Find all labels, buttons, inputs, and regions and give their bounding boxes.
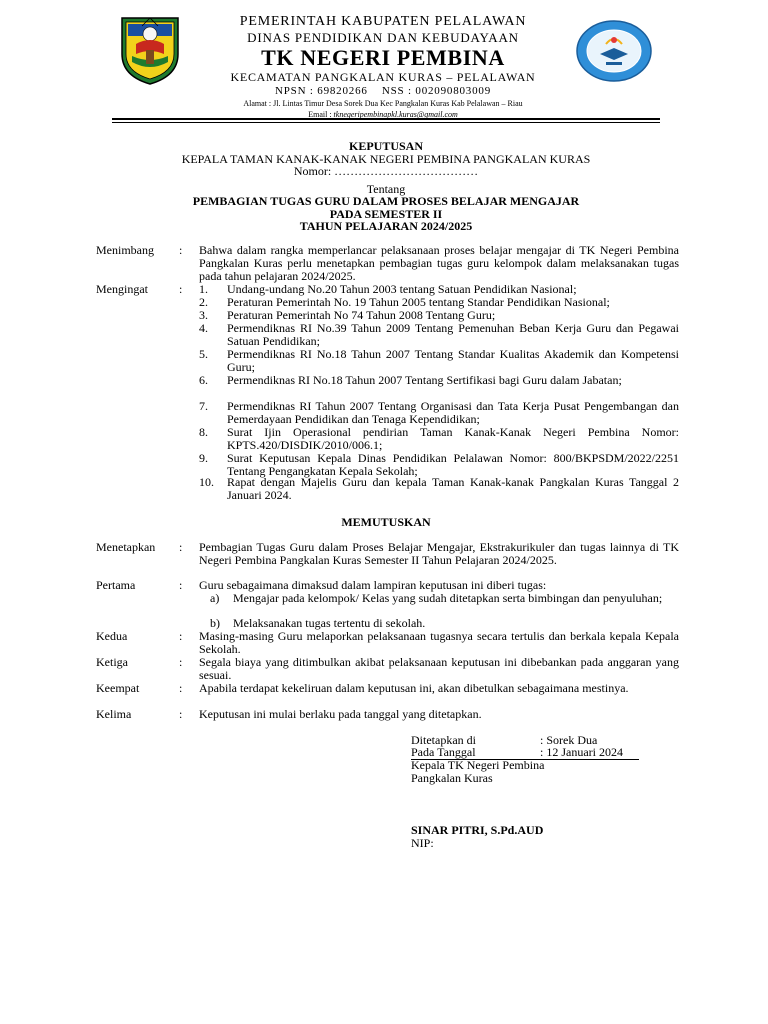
kop-address: Alamat : Jl. Lintas Timur Desa Sorek Dua Kec Pangkalan Kuras Kab Pelalawan – Riau xyxy=(243,99,523,108)
kabupaten-pelalawan-emblem-icon xyxy=(118,14,182,86)
list-text: Permendiknas RI Tahun 2007 Tentang Organisasi dan Tata Kerja Pusat Pengembangan dan Pemerdayaan Pendidikan dan Tenaga Kependidikan; xyxy=(227,399,679,426)
section-label: Keempat xyxy=(96,681,140,695)
kop-line-2: DINAS PENDIDIKAN DAN KEBUDAYAAN xyxy=(247,30,519,45)
signature-place-value: : Sorek Dua xyxy=(540,733,598,747)
list-text: Permendiknas RI No.18 Tahun 2007 Tentang Standar Kualitas Akademik dan Kompetensi Guru; xyxy=(227,347,679,374)
section-colon: : xyxy=(179,282,183,296)
signature-position-1: Kepala TK Negeri Pembina xyxy=(411,758,545,772)
list-text: Permendiknas RI No.18 Tahun 2007 Tentang Sertifikasi bagi Guru dalam Jabatan; xyxy=(227,373,622,387)
section-text: Bahwa dalam rangka memperlancar pelaksanaan proses belajar mengajar di TK Negeri Pembina Pangkalan Kuras perlu menetapkan pembagian tugas guru kelompok dalam melaksanakan tugas pada tahun pelajaran 2024/2025. xyxy=(199,243,679,283)
decree-title: KEPUTUSAN xyxy=(348,139,423,153)
section-text: Segala biaya yang ditimbulkan akibat pelaksanaan keputusan ini dibebankan pada anggaran yang sesuai. xyxy=(199,655,679,682)
section-label: Menetapkan xyxy=(96,540,156,554)
signatory-name: SINAR PITRI, S.Pd.AUD xyxy=(411,823,544,837)
section-label: Kedua xyxy=(96,629,128,643)
list-number: 2. xyxy=(199,295,208,309)
section-label: Mengingat xyxy=(96,282,148,296)
section-text: Pembagian Tugas Guru dalam Proses Belajar Mengajar, Ekstrakurikuler dan tugas lainnya di TK Negeri Pembina Pangkalan Kuras Semester II Tahun Pelajaran 2024/2025. xyxy=(199,540,679,567)
list-number: 4. xyxy=(199,321,208,335)
signature-place-label: Ditetapkan di xyxy=(411,733,476,747)
section-label: Ketiga xyxy=(96,655,128,669)
list-number: 7. xyxy=(199,399,208,413)
section-text: Masing-masing Guru melaporkan pelaksanaan tugasnya secara tertulis dan berkala kepala Kepala Sekolah. xyxy=(199,629,679,656)
sub-item-letter: b) xyxy=(210,616,220,630)
tk-negeri-pembina-logo-icon xyxy=(576,20,652,82)
kop-line-4: KECAMATAN PANGKALAN KURAS – PELALAWAN xyxy=(230,70,536,84)
section-colon: : xyxy=(179,629,183,643)
list-number: 3. xyxy=(199,308,208,322)
section-colon: : xyxy=(179,578,183,592)
signature-position-2: Pangkalan Kuras xyxy=(411,771,493,785)
list-text: Surat Ijin Operasional pendirian Taman Kanak-Kanak Negeri Pembina Nomor: KPTS.420/DISDIK/2010/006.1; xyxy=(227,425,679,452)
signature-date-value: : 12 Januari 2024 xyxy=(540,745,623,759)
letterhead-rule-thin xyxy=(112,122,660,123)
list-text: Rapat dengan Majelis Guru dan kepala Taman Kanak-kanak Pangkalan Kuras Tanggal 2 Januari 2024. xyxy=(227,475,679,502)
signatory-nip: NIP: xyxy=(411,836,434,850)
letterhead-rule-thick xyxy=(112,118,660,120)
kop-email-label: Email : xyxy=(308,110,334,119)
decree-heading xyxy=(96,140,676,233)
decree-tentang: Tentang xyxy=(366,181,406,196)
sub-item-text: Melaksanakan tugas tertentu di sekolah. xyxy=(233,616,426,630)
list-text: Permendiknas RI No.39 Tahun 2009 Tentang Pemenuhan Beban Kerja Guru dan Pegawai Satuan Pendidikan; xyxy=(227,321,679,348)
section-label: Menimbang xyxy=(96,243,154,257)
decree-topic-3: TAHUN PELAJARAN 2024/2025 xyxy=(299,219,473,233)
kop-line-1: PEMERINTAH KABUPATEN PELALAWAN xyxy=(239,14,527,29)
section-colon: : xyxy=(179,681,183,695)
kop-email-link[interactable]: tknegeripembinapkl.kuras@gmail.com xyxy=(333,110,458,119)
list-number: 10. xyxy=(199,475,214,489)
section-label: Kelima xyxy=(96,707,132,721)
sub-item-text: Mengajar pada kelompok/ Kelas yang sudah ditetapkan serta bimbingan dan penyuluhan; xyxy=(233,591,663,605)
section-colon: : xyxy=(179,707,183,721)
section-colon: : xyxy=(179,243,183,257)
list-text: Peraturan Pemerintah No 74 Tahun 2008 Tentang Guru; xyxy=(227,308,496,322)
section-text: Apabila terdapat kekeliruan dalam keputusan ini, akan dibetulkan sebagaimana mestinya. xyxy=(199,681,629,695)
decree-subtitle: KEPALA TAMAN KANAK-KANAK NEGERI PEMBINA PANGKALAN KURAS xyxy=(181,151,591,166)
list-number: 9. xyxy=(199,451,208,465)
section-colon: : xyxy=(179,655,183,669)
section-text: Keputusan ini mulai berlaku pada tanggal yang ditetapkan. xyxy=(199,707,482,721)
section-text: Guru sebagaimana dimaksud dalam lampiran keputusan ini diberi tugas: xyxy=(199,578,547,592)
sub-item-letter: a) xyxy=(210,591,220,605)
letterhead xyxy=(190,14,576,120)
decree-topic-2: PADA SEMESTER II xyxy=(329,206,443,221)
section-colon: : xyxy=(179,540,183,554)
list-text: Undang-undang No.20 Tahun 2003 tentang Satuan Pendidikan Nasional; xyxy=(227,282,577,296)
list-number: 1. xyxy=(199,282,208,296)
list-number: 5. xyxy=(199,347,208,361)
section-label: Pertama xyxy=(96,578,136,592)
kop-npsn-nss: NPSN : 69820266 NSS : 002090803009 xyxy=(274,85,491,97)
memutuskan-heading: MEMUTUSKAN xyxy=(341,515,431,529)
signature-date-label: Pada Tanggal xyxy=(411,745,476,759)
list-text: Surat Keputusan Kepala Dinas Pendidikan Pelalawan Nomor: 800/BKPSDM/2022/2251 Tentang Pengangkatan Kepala Sekolah; xyxy=(227,451,679,478)
decree-topic-1: PEMBAGIAN TUGAS GURU DALAM PROSES BELAJAR MENGAJAR xyxy=(192,194,580,208)
list-number: 8. xyxy=(199,425,208,439)
decree-number: Nomor: ……………………………… xyxy=(293,164,479,178)
list-number: 6. xyxy=(199,373,208,387)
list-text: Peraturan Pemerintah No. 19 Tahun 2005 tentang Standar Pendidikan Nasional; xyxy=(227,295,610,309)
school-name: TK NEGERI PEMBINA xyxy=(261,45,505,70)
